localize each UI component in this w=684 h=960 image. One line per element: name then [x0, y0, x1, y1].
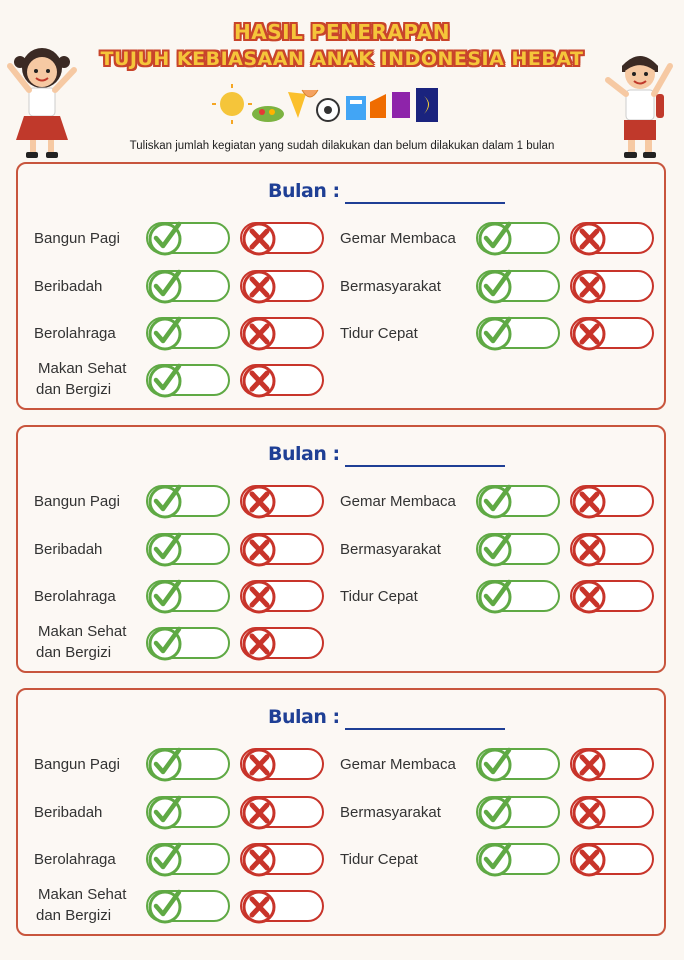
- habit-label: Makan Sehat dan Bergizi: [36, 623, 127, 661]
- not-done-toggle[interactable]: [570, 796, 654, 828]
- check-icon: [146, 360, 184, 400]
- cross-icon: [570, 792, 608, 832]
- habit-label: Beribadah: [34, 278, 103, 295]
- check-icon: [146, 744, 184, 784]
- done-toggle[interactable]: [146, 843, 230, 875]
- done-toggle[interactable]: [476, 270, 560, 302]
- done-toggle[interactable]: [476, 222, 560, 254]
- check-icon: [146, 792, 184, 832]
- bulan-label: Bulan :: [268, 443, 340, 465]
- done-toggle[interactable]: [146, 890, 230, 922]
- done-toggle[interactable]: [146, 580, 230, 612]
- done-toggle[interactable]: [146, 222, 230, 254]
- cross-icon: [240, 623, 278, 663]
- habit-label: Tidur Cepat: [340, 588, 418, 605]
- habit-label: Bangun Pagi: [34, 493, 120, 510]
- done-toggle[interactable]: [146, 533, 230, 565]
- done-toggle[interactable]: [476, 485, 560, 517]
- cross-icon: [570, 529, 608, 569]
- done-toggle[interactable]: [146, 364, 230, 396]
- cross-icon: [240, 313, 278, 353]
- habit-label: Bangun Pagi: [34, 756, 120, 773]
- check-icon: [146, 481, 184, 521]
- bulan-label: Bulan :: [268, 180, 340, 202]
- cross-icon: [240, 266, 278, 306]
- check-icon: [476, 839, 514, 879]
- done-toggle[interactable]: [146, 270, 230, 302]
- not-done-toggle[interactable]: [240, 627, 324, 659]
- done-toggle[interactable]: [476, 748, 560, 780]
- bulan-label: Bulan :: [268, 706, 340, 728]
- check-icon: [146, 313, 184, 353]
- not-done-toggle[interactable]: [570, 748, 654, 780]
- habit-label: Bermasyarakat: [340, 541, 441, 558]
- not-done-toggle[interactable]: [570, 317, 654, 349]
- habit-label: Bermasyarakat: [340, 278, 441, 295]
- not-done-toggle[interactable]: [240, 796, 324, 828]
- cross-icon: [240, 576, 278, 616]
- habit-label: Beribadah: [34, 541, 103, 558]
- check-icon: [146, 218, 184, 258]
- done-toggle[interactable]: [476, 796, 560, 828]
- bulan-fill-line[interactable]: [345, 465, 505, 467]
- check-icon: [146, 886, 184, 926]
- not-done-toggle[interactable]: [570, 533, 654, 565]
- title-line-1: HASIL PENERAPAN: [234, 20, 450, 44]
- habit-label: Berolahraga: [34, 588, 116, 605]
- habit-label: Makan Sehat dan Bergizi: [36, 886, 127, 924]
- check-icon: [146, 576, 184, 616]
- done-toggle[interactable]: [476, 843, 560, 875]
- not-done-toggle[interactable]: [240, 485, 324, 517]
- cross-icon: [570, 576, 608, 616]
- cross-icon: [570, 266, 608, 306]
- cross-icon: [240, 218, 278, 258]
- cross-icon: [570, 839, 608, 879]
- done-toggle[interactable]: [476, 580, 560, 612]
- habit-label: Bermasyarakat: [340, 804, 441, 821]
- not-done-toggle[interactable]: [570, 580, 654, 612]
- cross-icon: [240, 481, 278, 521]
- done-toggle[interactable]: [146, 796, 230, 828]
- check-icon: [476, 576, 514, 616]
- bulan-fill-line[interactable]: [345, 728, 505, 730]
- check-icon: [476, 266, 514, 306]
- check-icon: [476, 481, 514, 521]
- check-icon: [146, 529, 184, 569]
- done-toggle[interactable]: [146, 317, 230, 349]
- month-section: [16, 425, 666, 673]
- done-toggle[interactable]: [146, 748, 230, 780]
- check-icon: [476, 529, 514, 569]
- not-done-toggle[interactable]: [240, 843, 324, 875]
- check-icon: [476, 218, 514, 258]
- done-toggle[interactable]: [476, 317, 560, 349]
- not-done-toggle[interactable]: [240, 364, 324, 396]
- cross-icon: [240, 744, 278, 784]
- title-line-2: TUJUH KEBIASAAN ANAK INDONESIA HEBAT: [100, 48, 584, 70]
- cross-icon: [240, 886, 278, 926]
- not-done-toggle[interactable]: [570, 485, 654, 517]
- not-done-toggle[interactable]: [240, 580, 324, 612]
- not-done-toggle[interactable]: [240, 748, 324, 780]
- check-icon: [476, 792, 514, 832]
- header: [0, 0, 684, 160]
- cross-icon: [570, 481, 608, 521]
- habit-label: Tidur Cepat: [340, 325, 418, 342]
- not-done-toggle[interactable]: [570, 270, 654, 302]
- bulan-fill-line[interactable]: [345, 202, 505, 204]
- instruction: Tuliskan jumlah kegiatan yang sudah dilakukan dan belum dilakukan dalam 1 bulan: [129, 140, 555, 152]
- not-done-toggle[interactable]: [570, 843, 654, 875]
- activity-icons: [210, 82, 442, 128]
- habit-label: Berolahraga: [34, 851, 116, 868]
- cross-icon: [240, 839, 278, 879]
- month-section: [16, 162, 666, 410]
- cross-icon: [240, 360, 278, 400]
- not-done-toggle[interactable]: [240, 890, 324, 922]
- habit-label: Gemar Membaca: [340, 230, 456, 247]
- check-icon: [146, 266, 184, 306]
- month-section: [16, 688, 666, 936]
- cross-icon: [240, 529, 278, 569]
- habit-label: Tidur Cepat: [340, 851, 418, 868]
- not-done-toggle[interactable]: [570, 222, 654, 254]
- done-toggle[interactable]: [476, 533, 560, 565]
- cross-icon: [570, 313, 608, 353]
- habit-label: Gemar Membaca: [340, 493, 456, 510]
- not-done-toggle[interactable]: [240, 270, 324, 302]
- habit-label: Makan Sehat dan Bergizi: [36, 360, 127, 398]
- done-toggle[interactable]: [146, 627, 230, 659]
- not-done-toggle[interactable]: [240, 317, 324, 349]
- not-done-toggle[interactable]: [240, 533, 324, 565]
- habit-label: Gemar Membaca: [340, 756, 456, 773]
- not-done-toggle[interactable]: [240, 222, 324, 254]
- done-toggle[interactable]: [146, 485, 230, 517]
- check-icon: [476, 313, 514, 353]
- habit-label: Bangun Pagi: [34, 230, 120, 247]
- cross-icon: [570, 744, 608, 784]
- habit-label: Berolahraga: [34, 325, 116, 342]
- habit-label: Beribadah: [34, 804, 103, 821]
- check-icon: [476, 744, 514, 784]
- cross-icon: [570, 218, 608, 258]
- check-icon: [146, 623, 184, 663]
- cross-icon: [240, 792, 278, 832]
- check-icon: [146, 839, 184, 879]
